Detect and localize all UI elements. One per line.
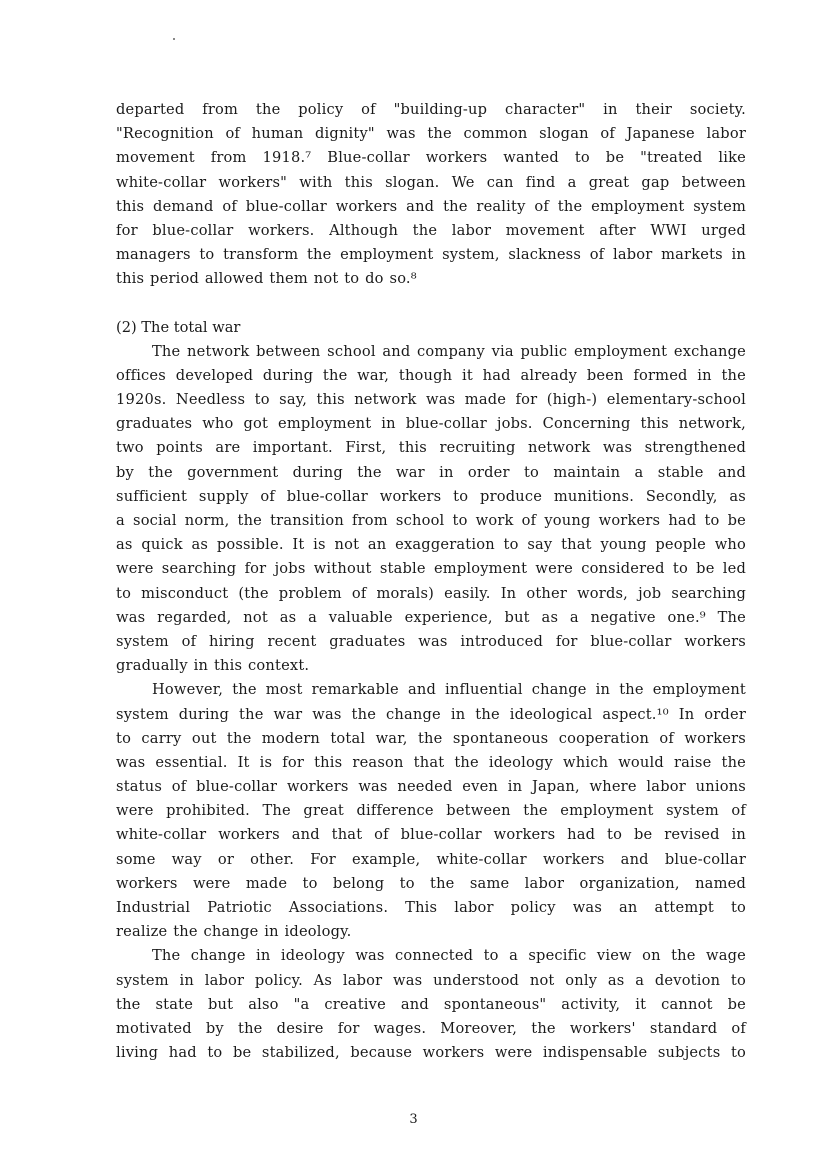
- text-line: status of blue-collar workers was needed even in Japan, where labor unions: [116, 778, 746, 796]
- text-line: white-collar workers" with this slogan. We can find a great gap between: [116, 173, 746, 191]
- paragraph-1: [116, 98, 746, 292]
- body-text: [116, 98, 746, 1065]
- text-line: was regarded, not as a valuable experience, but as a negative one.⁹ The: [116, 608, 746, 626]
- scan-speck: [173, 38, 175, 40]
- text-line: However, the most remarkable and influential change in the employment: [152, 681, 746, 699]
- text-line: departed from the policy of "building-up character" in their society.: [116, 101, 746, 118]
- text-line: The network between school and company via public employment exchange: [152, 342, 746, 360]
- text-line: this period allowed them not to do so.⁸: [116, 270, 417, 288]
- text-line: to misconduct (the problem of morals) easily. In other words, job searching: [116, 584, 746, 602]
- text-line: living had to be stabilized, because workers were indispensable subjects to: [116, 1044, 746, 1062]
- page-number: 3: [409, 1112, 418, 1127]
- text-line: The change in ideology was connected to a specific view on the wage: [152, 947, 746, 965]
- paragraph-4: [116, 944, 746, 1065]
- text-line: two points are important. First, this recruiting network was strengthened: [116, 439, 746, 457]
- text-line: gradually in this context.: [116, 657, 310, 675]
- text-line: Industrial Patriotic Associations. This labor policy was an attempt to: [116, 899, 746, 916]
- text-line: white-collar workers and that of blue-collar workers had to be revised in: [116, 826, 746, 844]
- text-line: this demand of blue-collar workers and the reality of the employment system: [116, 197, 746, 215]
- text-line: by the government during the war in order to maintain a stable and: [116, 463, 746, 481]
- text-line: managers to transform the employment system, slackness of labor markets in: [116, 246, 746, 264]
- text-line: offices developed during the war, though it had already been formed in the: [116, 366, 746, 384]
- text-line: workers were made to belong to the same labor organization, named: [116, 874, 746, 892]
- paragraph-2: [116, 340, 746, 679]
- section-heading: (2) The total war: [116, 318, 241, 336]
- text-line: was essential. It is for this reason that the ideology which would raise the: [116, 753, 746, 771]
- text-line: were prohibited. The great difference between the employment system of: [116, 802, 746, 820]
- paragraph-3: [116, 678, 746, 944]
- text-line: a social norm, the transition from school to work of young workers had to be: [116, 512, 746, 529]
- text-line: sufficient supply of blue-collar workers to produce munitions. Secondly, as: [116, 487, 746, 505]
- text-line: movement from 1918.⁷ Blue-collar workers wanted to be "treated like: [116, 149, 746, 167]
- text-line: graduates who got employment in blue-collar jobs. Concerning this network,: [116, 415, 746, 433]
- text-line: realize the change in ideology.: [116, 923, 352, 941]
- text-line: system during the war was the change in the ideological aspect.¹⁰ In order: [116, 705, 746, 723]
- text-line: motivated by the desire for wages. Moreover, the workers' standard of: [116, 1019, 746, 1037]
- text-line: some way or other. For example, white-collar workers and blue-collar: [116, 850, 746, 868]
- text-line: were searching for jobs without stable employment were considered to be led: [116, 560, 746, 578]
- text-line: to carry out the modern total war, the spontaneous cooperation of workers: [116, 729, 746, 747]
- text-line: system in labor policy. As labor was understood not only as a devotion to: [116, 971, 746, 989]
- text-line: 1920s. Needless to say, this network was made for (high-) elementary-school: [116, 391, 746, 409]
- text-line: "Recognition of human dignity" was the common slogan of Japanese labor: [116, 125, 746, 143]
- text-line: system of hiring recent graduates was introduced for blue-collar workers: [116, 632, 746, 650]
- text-line: the state but also "a creative and spontaneous" activity, it cannot be: [116, 995, 746, 1013]
- text-line: as quick as possible. It is not an exaggeration to say that young people who: [116, 536, 746, 554]
- text-line: for blue-collar workers. Although the labor movement after WWI urged: [116, 221, 746, 239]
